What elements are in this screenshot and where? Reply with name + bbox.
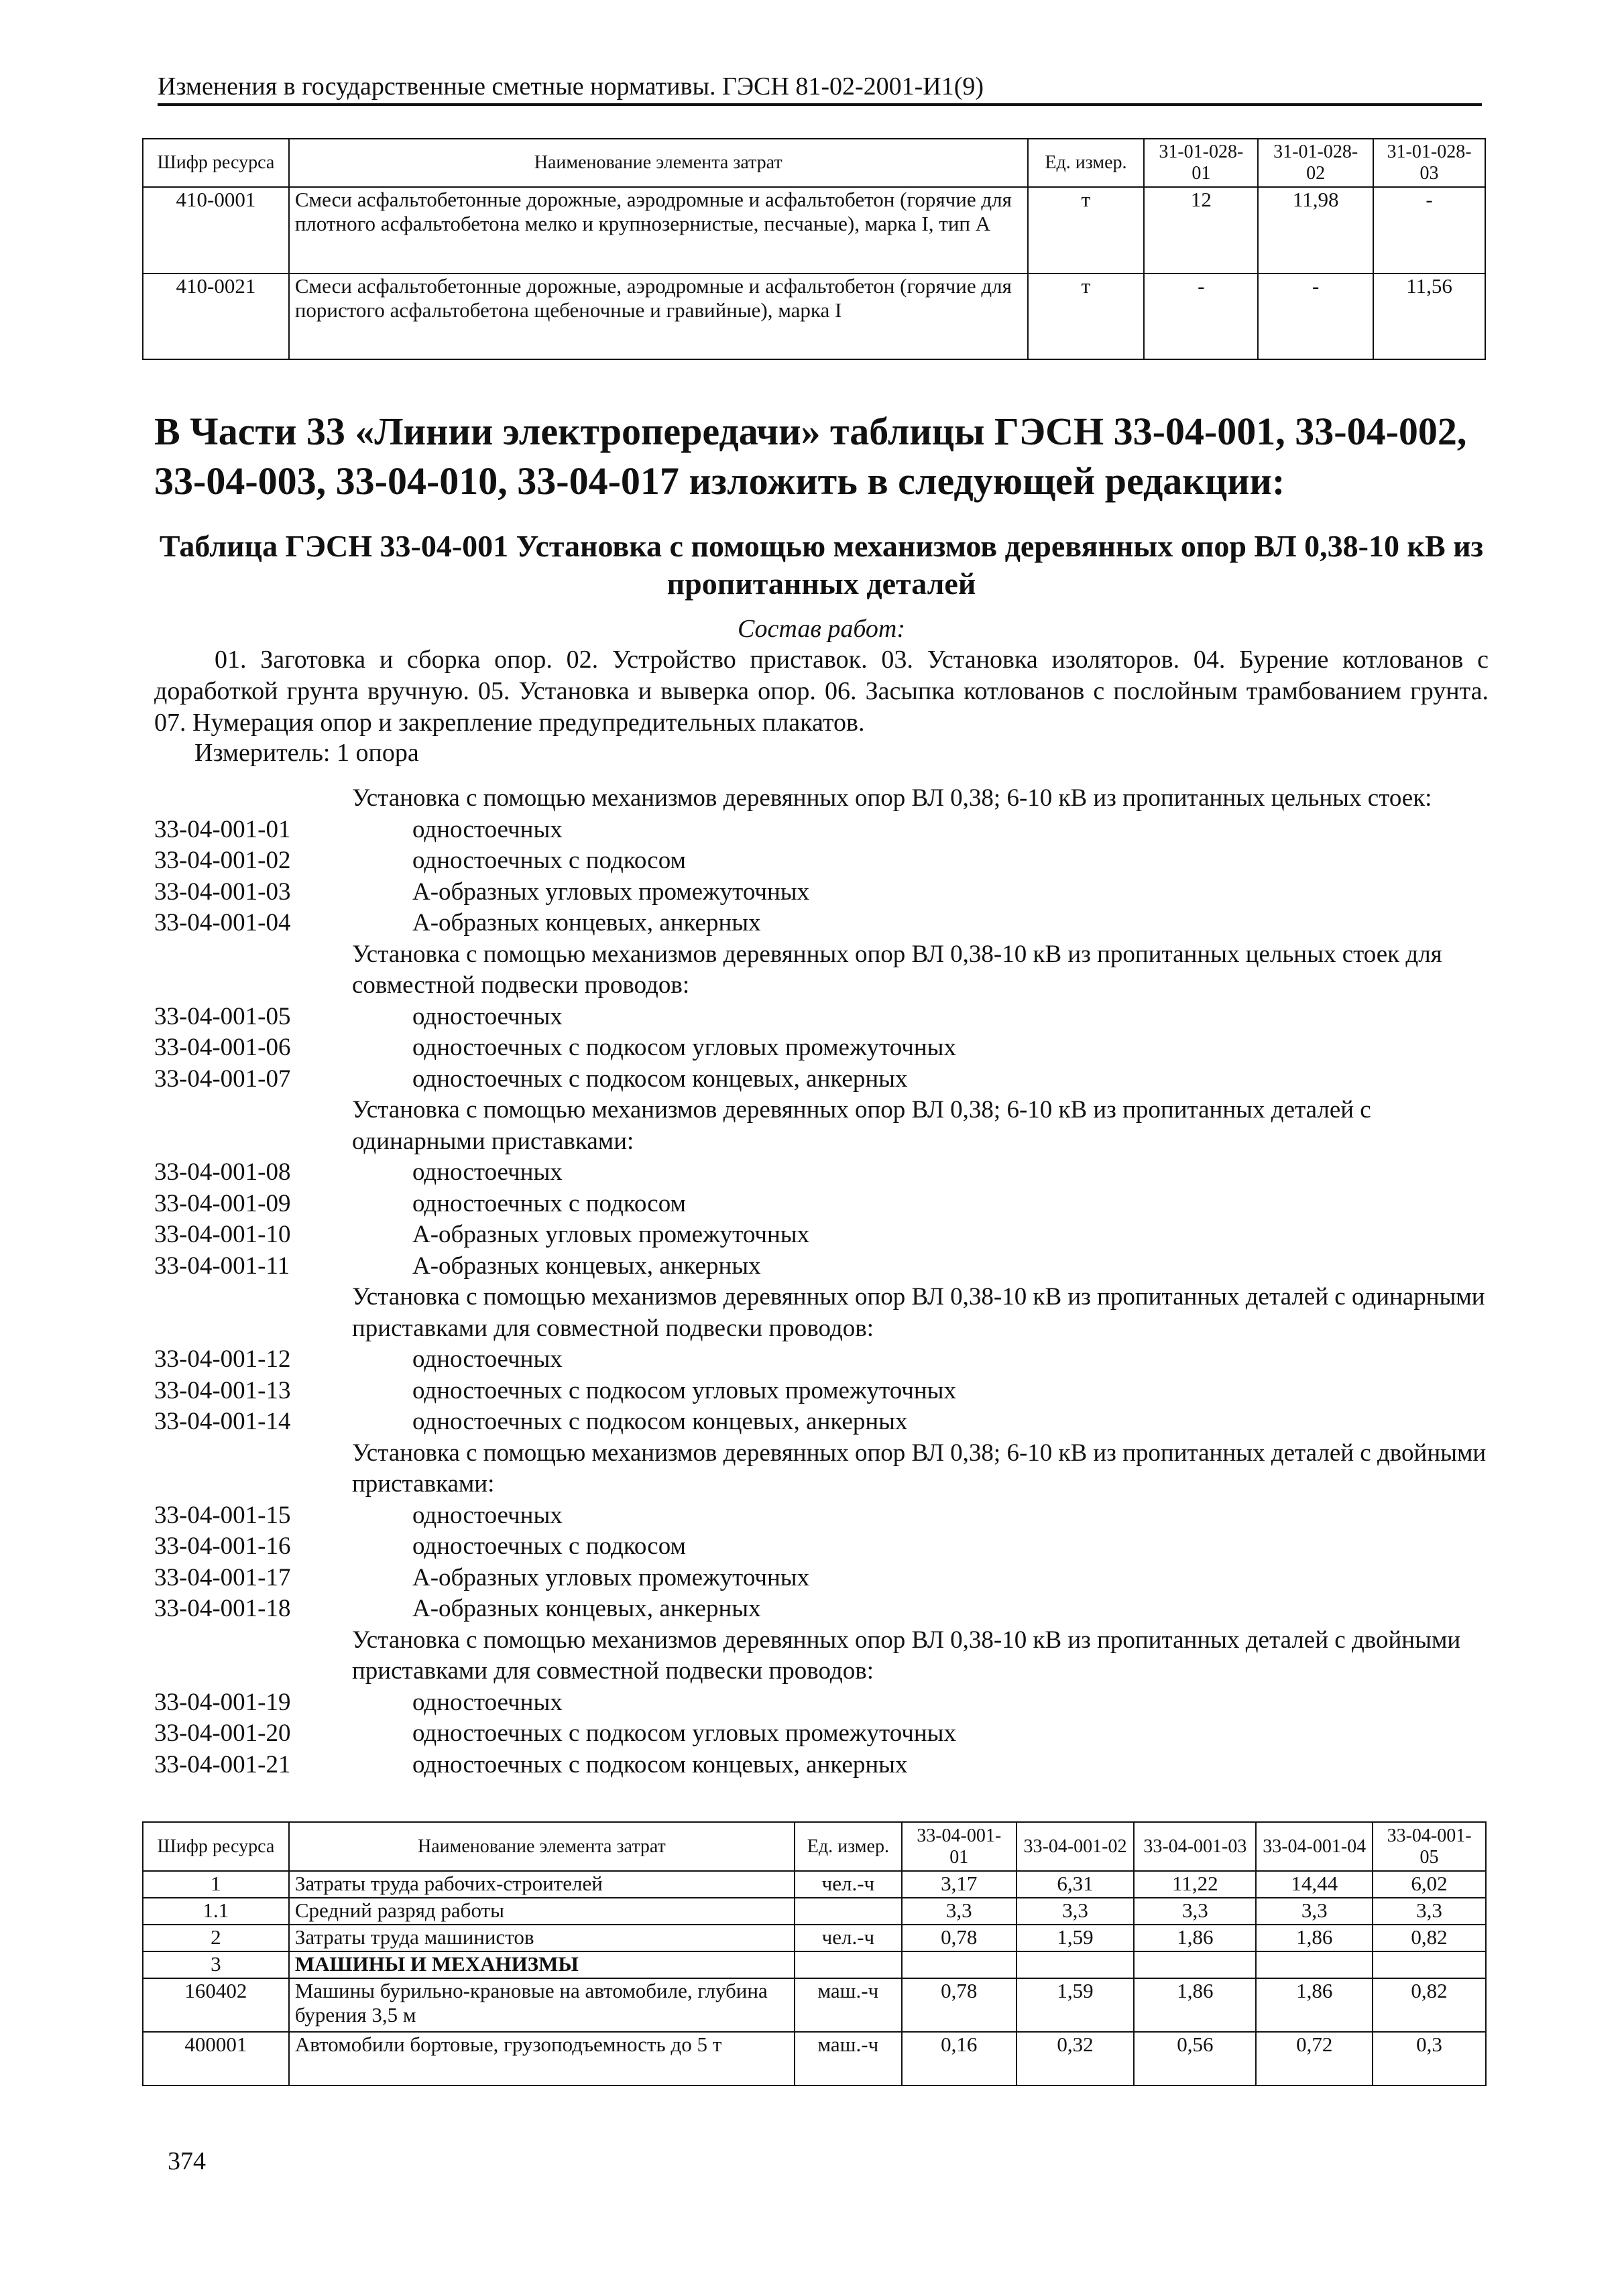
table-row bbox=[143, 1978, 1486, 2032]
cell-value: 6,02 bbox=[1373, 1871, 1486, 1898]
header-col-3: 31-01-028-03 bbox=[1373, 139, 1485, 187]
group-title: Установка с помощью механизмов деревянных опор ВЛ 0,38-10 кВ из пропитанных деталей с двойными приставками для совместной подвески проводов: bbox=[352, 1626, 1461, 1685]
item-text: одностоечных bbox=[412, 1002, 563, 1030]
cell-name: Смеси асфальтобетонные дорожные, аэродромные и асфальтобетон (горячие для пористого асфальтобетона щебеночные и гравийные), марка I bbox=[289, 274, 1028, 359]
item-code: 33-04-001-11 bbox=[154, 1252, 290, 1280]
cell-value: 1,86 bbox=[1134, 1978, 1256, 2032]
list-item bbox=[154, 1064, 1489, 1095]
cell-code: 2 bbox=[143, 1925, 289, 1951]
list-item bbox=[154, 1563, 1489, 1594]
cell-value: 11,22 bbox=[1134, 1871, 1256, 1898]
group-title: Установка с помощью механизмов деревянных опор ВЛ 0,38; 6-10 кВ из пропитанных деталей с одинарными приставками: bbox=[352, 1096, 1371, 1155]
header-unit: Ед. измер. bbox=[795, 1822, 902, 1871]
table-header-row bbox=[143, 139, 1485, 187]
item-text: одностоечных bbox=[412, 1158, 563, 1186]
cell-value: 0,78 bbox=[902, 1925, 1017, 1951]
cell-value: 0,32 bbox=[1017, 2032, 1135, 2086]
header-col-4: 33-04-001-04 bbox=[1256, 1822, 1373, 1871]
cell-value: 3,3 bbox=[1134, 1898, 1256, 1925]
list-item bbox=[154, 1531, 1489, 1563]
measurer: Измеритель: 1 опора bbox=[194, 739, 419, 767]
table-row bbox=[143, 1871, 1486, 1898]
item-text: одностоечных с подкосом bbox=[412, 847, 686, 874]
cell-unit: чел.-ч bbox=[795, 1871, 902, 1898]
item-code: 33-04-001-19 bbox=[154, 1688, 291, 1716]
list-item bbox=[154, 1189, 1489, 1220]
header-unit: Ед. измер. bbox=[1028, 139, 1145, 187]
composition-text: 01. Заготовка и сборка опор. 02. Устройство приставок. 03. Установка изоляторов. 04. Бурение котлованов с доработкой грунта вручную. 05. Установка и выверка опор. 06. Засыпка котлованов с послойным трамбованием грунта. 07. Нумерация опор и закрепление предупредительных плакатов. bbox=[154, 646, 1489, 737]
table-row bbox=[143, 274, 1485, 359]
item-code: 33-04-001-16 bbox=[154, 1532, 291, 1560]
header-col-1: 31-01-028-01 bbox=[1144, 139, 1258, 187]
list-item bbox=[154, 1219, 1489, 1251]
cell-code: 410-0021 bbox=[143, 274, 289, 359]
item-code: 33-04-001-21 bbox=[154, 1750, 291, 1778]
table-title: Таблица ГЭСН 33-04-001 Установка с помощью механизмов деревянных опор ВЛ 0,38-10 кВ из пропитанных деталей bbox=[159, 529, 1484, 601]
item-text: одностоечных с подкосом bbox=[412, 1189, 686, 1217]
cell-unit: маш.-ч bbox=[795, 1978, 902, 2032]
table-row bbox=[143, 1951, 1486, 1978]
cell-value: 0,82 bbox=[1373, 1978, 1486, 2032]
group-title: Установка с помощью механизмов деревянных опор ВЛ 0,38-10 кВ из пропитанных цельных стоек для совместной подвески проводов: bbox=[352, 940, 1442, 999]
cell-value: 3,17 bbox=[902, 1871, 1017, 1898]
cell-code: 1.1 bbox=[143, 1898, 289, 1925]
item-text: А-образных угловых промежуточных bbox=[412, 878, 810, 906]
resource-table-1 bbox=[142, 138, 1486, 360]
cell-value: 6,31 bbox=[1017, 1871, 1135, 1898]
item-text: одностоечных с подкосом угловых промежуточных bbox=[412, 1376, 957, 1404]
item-text: А-образных угловых промежуточных bbox=[412, 1563, 810, 1591]
item-text: одностоечных bbox=[412, 1688, 563, 1716]
cell-value: 0,82 bbox=[1373, 1925, 1486, 1951]
item-text: А-образных концевых, анкерных bbox=[412, 1252, 761, 1280]
list-item bbox=[154, 1750, 1489, 1781]
item-code: 33-04-001-03 bbox=[154, 878, 291, 906]
section-heading: В Части 33 «Линии электропередачи» таблицы ГЭСН 33-04-001, 33-04-002, 33-04-003, 33-04-010, 33-04-017 изложить в следующей редакции: bbox=[154, 410, 1467, 503]
item-code: 33-04-001-15 bbox=[154, 1501, 291, 1529]
cell-value: 11,56 bbox=[1373, 274, 1485, 359]
cell-value bbox=[1017, 1951, 1135, 1978]
item-code: 33-04-001-20 bbox=[154, 1719, 291, 1747]
list-item bbox=[154, 1406, 1489, 1438]
cell-value bbox=[902, 1951, 1017, 1978]
cell-name: Затраты труда машинистов bbox=[289, 1925, 795, 1951]
cell-value: 1,86 bbox=[1134, 1925, 1256, 1951]
item-code: 33-04-001-04 bbox=[154, 909, 291, 936]
header-col-2: 31-01-028-02 bbox=[1258, 139, 1373, 187]
cell-value: 1,86 bbox=[1256, 1978, 1373, 2032]
header-name: Наименование элемента затрат bbox=[289, 139, 1028, 187]
norm-list bbox=[154, 783, 1489, 1780]
group-title: Установка с помощью механизмов деревянных опор ВЛ 0,38-10 кВ из пропитанных деталей с одинарными приставками для совместной подвески проводов: bbox=[352, 1283, 1485, 1342]
header-col-2: 33-04-001-02 bbox=[1017, 1822, 1135, 1871]
item-code: 33-04-001-01 bbox=[154, 815, 291, 843]
header-name: Наименование элемента затрат bbox=[289, 1822, 795, 1871]
item-code: 33-04-001-13 bbox=[154, 1376, 291, 1404]
group-title: Установка с помощью механизмов деревянных опор ВЛ 0,38; 6-10 кВ из пропитанных цельных стоек: bbox=[352, 784, 1432, 812]
header-col-1: 33-04-001-01 bbox=[902, 1822, 1017, 1871]
header-col-5: 33-04-001-05 bbox=[1373, 1822, 1486, 1871]
cell-value: 1,59 bbox=[1017, 1925, 1135, 1951]
item-code: 33-04-001-06 bbox=[154, 1034, 291, 1061]
cell-unit: чел.-ч bbox=[795, 1925, 902, 1951]
cell-code: 3 bbox=[143, 1951, 289, 1978]
cell-code: 400001 bbox=[143, 2032, 289, 2086]
item-text: одностоечных с подкосом концевых, анкерных bbox=[412, 1750, 908, 1778]
cell-value: - bbox=[1373, 187, 1485, 274]
cell-name: Средний разряд работы bbox=[289, 1898, 795, 1925]
table-header-row bbox=[143, 1822, 1486, 1871]
cell-value: 0,72 bbox=[1256, 2032, 1373, 2086]
cell-name: Смеси асфальтобетонные дорожные, аэродромные и асфальтобетон (горячие для плотного асфальтобетона мелко и крупнозернистые, песчаные), марка I, тип А bbox=[289, 187, 1028, 274]
list-item bbox=[154, 845, 1489, 877]
item-text: одностоечных с подкосом bbox=[412, 1532, 686, 1560]
item-code: 33-04-001-18 bbox=[154, 1595, 291, 1622]
list-item bbox=[154, 1687, 1489, 1719]
cell-value: 14,44 bbox=[1256, 1871, 1373, 1898]
list-item bbox=[154, 877, 1489, 908]
cell-unit: т bbox=[1028, 187, 1145, 274]
list-item bbox=[154, 1032, 1489, 1064]
cell-value: - bbox=[1258, 274, 1373, 359]
list-item bbox=[154, 1593, 1489, 1625]
cell-value: 3,3 bbox=[1256, 1898, 1373, 1925]
cell-value: 0,78 bbox=[902, 1978, 1017, 2032]
header-code: Шифр ресурса bbox=[143, 1822, 289, 1871]
cell-value: 1,86 bbox=[1256, 1925, 1373, 1951]
cell-code: 1 bbox=[143, 1871, 289, 1898]
cell-value bbox=[1373, 1951, 1486, 1978]
cell-unit: т bbox=[1028, 274, 1145, 359]
page-number: 374 bbox=[168, 2147, 206, 2175]
item-code: 33-04-001-12 bbox=[154, 1345, 291, 1373]
cell-unit: маш.-ч bbox=[795, 2032, 902, 2086]
header-code: Шифр ресурса bbox=[143, 139, 289, 187]
list-item bbox=[154, 908, 1489, 939]
item-text: одностоечных bbox=[412, 815, 563, 843]
list-item bbox=[154, 1002, 1489, 1033]
cell-code: 410-0001 bbox=[143, 187, 289, 274]
item-text: А-образных концевых, анкерных bbox=[412, 909, 761, 936]
cell-value: 3,3 bbox=[1373, 1898, 1486, 1925]
item-text: одностоечных с подкосом угловых промежуточных bbox=[412, 1719, 957, 1747]
list-item bbox=[154, 1376, 1489, 1407]
item-code: 33-04-001-05 bbox=[154, 1002, 291, 1030]
cell-value: 0,16 bbox=[902, 2032, 1017, 2086]
cell-value: 11,98 bbox=[1258, 187, 1373, 274]
page-header: Изменения в государственные сметные нормативы. ГЭСН 81-02-2001-И1(9) bbox=[158, 71, 1482, 106]
list-item bbox=[154, 1718, 1489, 1750]
item-text: одностоечных с подкосом концевых, анкерных bbox=[412, 1408, 908, 1435]
cell-name: Автомобили бортовые, грузоподъемность до 5 т bbox=[289, 2032, 795, 2086]
list-item bbox=[154, 1344, 1489, 1376]
cell-value: 0,56 bbox=[1134, 2032, 1256, 2086]
table-row bbox=[143, 187, 1485, 274]
list-item bbox=[154, 1157, 1489, 1189]
table-row bbox=[143, 1925, 1486, 1951]
item-code: 33-04-001-17 bbox=[154, 1563, 291, 1591]
item-code: 33-04-001-07 bbox=[154, 1065, 291, 1093]
item-code: 33-04-001-02 bbox=[154, 847, 291, 874]
cell-name: Затраты труда рабочих-строителей bbox=[289, 1871, 795, 1898]
item-code: 33-04-001-08 bbox=[154, 1158, 291, 1186]
cell-unit bbox=[795, 1951, 902, 1978]
list-item bbox=[154, 1251, 1489, 1282]
list-item bbox=[154, 1500, 1489, 1532]
cell-value: 0,3 bbox=[1373, 2032, 1486, 2086]
item-code: 33-04-001-10 bbox=[154, 1221, 291, 1248]
resource-table-2 bbox=[142, 1821, 1487, 2086]
cell-name: МАШИНЫ И МЕХАНИЗМЫ bbox=[289, 1951, 795, 1978]
cell-value: 3,3 bbox=[902, 1898, 1017, 1925]
cell-value: 12 bbox=[1144, 187, 1258, 274]
group-title: Установка с помощью механизмов деревянных опор ВЛ 0,38; 6-10 кВ из пропитанных деталей с двойными приставками: bbox=[352, 1439, 1487, 1498]
item-code: 33-04-001-14 bbox=[154, 1408, 291, 1435]
table-row bbox=[143, 1898, 1486, 1925]
list-item bbox=[154, 814, 1489, 846]
cell-code: 160402 bbox=[143, 1978, 289, 2032]
cell-value: 3,3 bbox=[1017, 1898, 1135, 1925]
item-text: А-образных концевых, анкерных bbox=[412, 1595, 761, 1622]
composition-title: Состав работ: bbox=[737, 615, 906, 643]
cell-name: Машины бурильно-крановые на автомобиле, глубина бурения 3,5 м bbox=[289, 1978, 795, 2032]
cell-value: 1,59 bbox=[1017, 1978, 1135, 2032]
cell-value bbox=[1256, 1951, 1373, 1978]
cell-unit bbox=[795, 1898, 902, 1925]
item-text: А-образных угловых промежуточных bbox=[412, 1221, 810, 1248]
header-col-3: 33-04-001-03 bbox=[1134, 1822, 1256, 1871]
cell-value bbox=[1134, 1951, 1256, 1978]
item-text: одностоечных bbox=[412, 1501, 563, 1529]
table-row bbox=[143, 2032, 1486, 2086]
item-text: одностоечных с подкосом угловых промежуточных bbox=[412, 1034, 957, 1061]
item-text: одностоечных bbox=[412, 1345, 563, 1373]
item-code: 33-04-001-09 bbox=[154, 1189, 291, 1217]
item-text: одностоечных с подкосом концевых, анкерных bbox=[412, 1065, 908, 1093]
cell-value: - bbox=[1144, 274, 1258, 359]
